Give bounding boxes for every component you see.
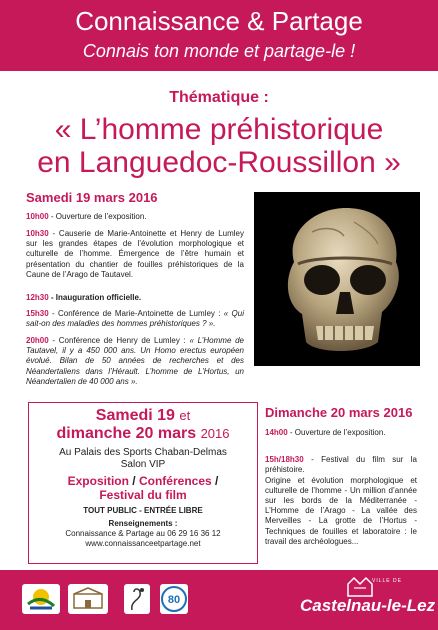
event-time: 10h30: [26, 229, 49, 238]
venue: [29, 447, 257, 471]
ville-de-label: VILLE DE: [372, 578, 402, 584]
prog-exposition: Exposition: [67, 474, 129, 488]
header-subtitle: Connais ton monde et partage-le !: [82, 41, 356, 61]
header-title: Connaissance & Partage: [75, 6, 363, 36]
event-time: 15h/18h30: [265, 455, 304, 465]
skull-photo: [254, 192, 420, 366]
partner-logo-fish: [22, 584, 60, 614]
partner-logo-figure: [124, 584, 150, 614]
event-text: - Inauguration officielle.: [48, 293, 142, 302]
theme-title-line2: en Languedoc-Roussillon »: [37, 146, 401, 179]
partner-logo-80: [160, 584, 188, 614]
partner-logo-chateau: [68, 584, 108, 614]
event-text: - Conférence de Marie-Antoinette de Lumley :: [48, 309, 221, 318]
saturday-heading: Samedi 19 mars 2016: [26, 190, 158, 205]
prog-separator: /: [211, 474, 219, 488]
event-sat-3: [26, 293, 244, 303]
date-line1: Samedi 19: [95, 407, 175, 424]
event-time: 12h30: [26, 293, 49, 302]
event-sun-1: [265, 428, 417, 438]
sunday-heading: Dimanche 20 mars 2016: [265, 405, 413, 420]
town-name: Castelnau-le-Lez: [300, 596, 436, 615]
event-italic: « L’Homme de Tautavel, il y a 450 000 ans. Un Homo erectus européen évolué. Bilan de 50 années de recherches et des Néandertaliens dans l’Hérault. L’homme de L’Hortus, un Néandertalien de 40 000 ans ».: [26, 336, 244, 386]
contact-phone: Connaissance & Partage au 06 29 16 36 12: [65, 529, 221, 538]
date-line2: dimanche 20 mars: [56, 425, 197, 442]
event-time: 15h30: [26, 309, 49, 318]
prog-conferences: Conférences: [138, 474, 212, 488]
free-entry: TOUT PUBLIC - ENTRÉE LIBRE: [83, 506, 203, 515]
venue-line2: Salon VIP: [120, 459, 166, 470]
date-line1-connector: et: [179, 408, 191, 423]
event-sat-2: [26, 229, 244, 280]
info-box: [28, 402, 258, 564]
prog-separator: /: [128, 474, 139, 488]
contact-title: Renseignements :: [108, 519, 178, 528]
event-sat-4: [26, 309, 244, 329]
event-text: - Ouverture de l’exposition.: [287, 428, 386, 437]
contact: [29, 519, 257, 549]
event-sat-5: [26, 336, 244, 387]
info-dates: [29, 407, 257, 443]
event-italic: « Qui sait-on des maladies des hommes préhistoriques ? ».: [26, 309, 244, 329]
header-banner: [0, 0, 438, 71]
prog-festival: Festival du film: [99, 488, 187, 502]
venue-line1: Au Palais des Sports Chaban-Delmas: [59, 447, 227, 458]
event-text: - Ouverture de l’exposition.: [48, 212, 147, 221]
date-line2-year: 2016: [200, 426, 230, 441]
footer-band: [0, 570, 438, 630]
event-text: - Causerie de Marie-Antoinette et Henry de Lumley sur les grandes étapes de l’évolution morphologique et culturelle de l’homme. Émergence de l’être humain et présentation du chantier de fouilles préhistoriques de la Caune de l’Arago de Tautavel.: [26, 229, 244, 279]
theme-title-line1: « L’homme préhistorique: [54, 113, 384, 146]
event-sun-2: [265, 445, 417, 547]
theme-label: Thématique :: [169, 89, 269, 106]
contact-web[interactable]: www.connaissanceetpartage.net: [85, 539, 201, 548]
event-text: - Festival du film sur la préhistoire. Origine et évolution morphologique et culturelle de l’homme - Un million d’année sur les bords de la Méditerranée - L’Homme de l’Arago - La vallée des Merveilles - La grotte de l’Hortus - Techniques de fouilles et laboratoire : le travail des archéologues...: [265, 455, 417, 546]
event-sat-1: [26, 212, 244, 222]
program-summary: [29, 474, 257, 502]
event-text: - Conférence de Henry de Lumley :: [48, 336, 186, 345]
event-time: 10h00: [26, 212, 49, 221]
event-time: 14h00: [265, 428, 288, 437]
badge-number: 80: [167, 594, 181, 606]
event-time: 20h00: [26, 336, 49, 345]
